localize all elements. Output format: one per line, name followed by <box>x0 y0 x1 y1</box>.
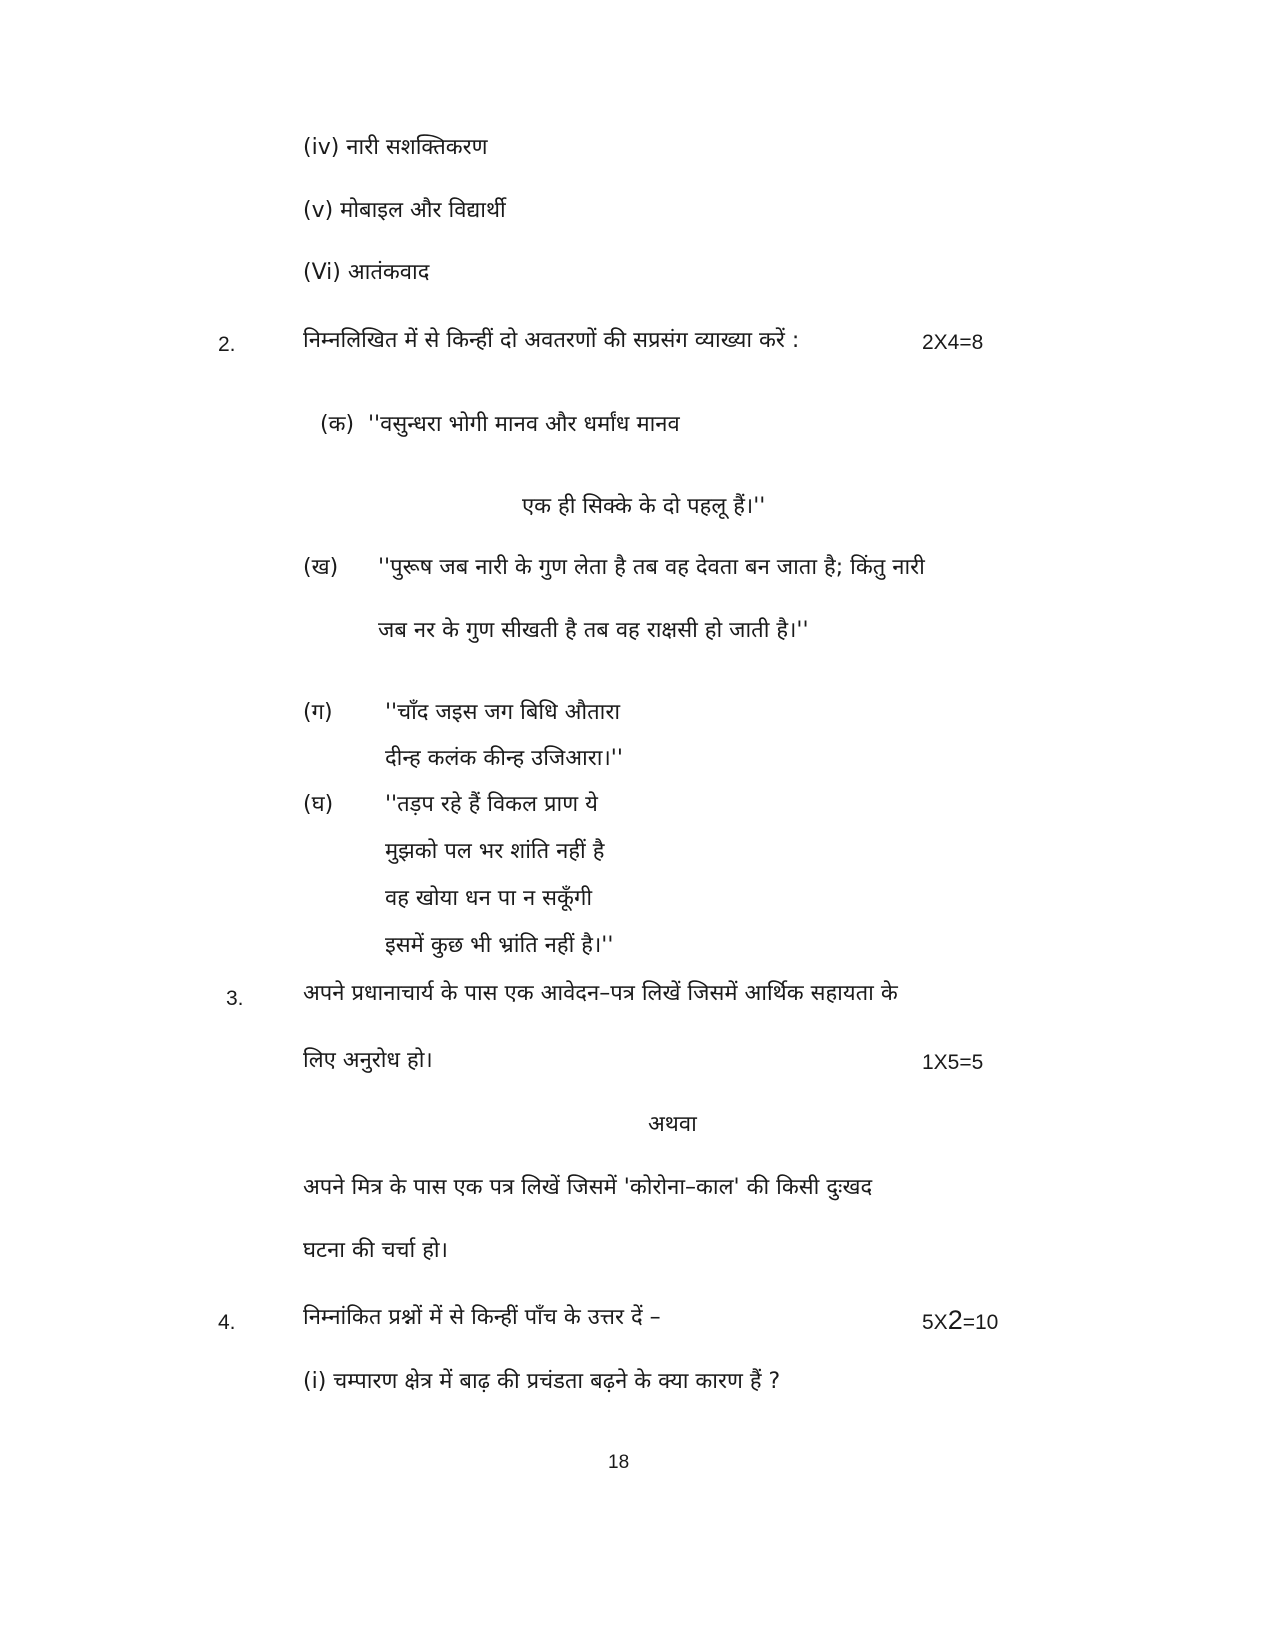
essay-option-vi: (Vi) आतंकवाद <box>303 260 430 285</box>
sub-question: (i) चम्पारण क्षेत्र में बाढ़ की प्रचंडता बढ़ने के क्या कारण हैं ? <box>303 1369 781 1394</box>
marks-label: 2X4=8 <box>922 331 984 354</box>
passage-line: ''चाँद जइस जग बिधि औतारा <box>385 700 621 725</box>
passage-line-text: ''पुरूष जब नारी के गुण लेता है तब वह देवता बन जाता है; किंतु नारी <box>378 555 925 580</box>
passage-line: ''वसुन्धरा भोगी मानव और धर्मांध मानव <box>368 412 680 437</box>
essay-option-v: (v) मोबाइल और विद्यार्थी <box>303 198 506 223</box>
or-label: अथवा <box>648 1112 697 1137</box>
passage-line <box>378 553 1050 583</box>
question-number: 3. <box>226 987 244 1010</box>
passage-label: (ख) <box>303 555 339 580</box>
marks-part: 5X <box>922 1311 948 1334</box>
passage-line: ''तड़प रहे हैं विकल प्राण ये <box>385 792 598 817</box>
question-text: लिए अनुरोध हो। <box>303 1048 433 1073</box>
question-text: घटना की चर्चा हो। <box>303 1238 448 1263</box>
question-text: निम्नांकित प्रश्नों में से किन्हीं पाँच के उत्तर दें – <box>303 1305 661 1330</box>
passage-label: (घ) <box>303 792 334 817</box>
passage-line: एक ही सिक्के के दो पहलू हैं।'' <box>522 494 766 519</box>
question-number: 4. <box>218 1311 236 1334</box>
passage-line: वह खोया धन पा न सकूँगी <box>385 886 593 911</box>
question-number: 2. <box>218 333 236 356</box>
passage-label: (क) <box>320 412 355 437</box>
passage-line: इसमें कुछ भी भ्रांति नहीं है।'' <box>385 933 614 958</box>
passage-line: मुझको पल भर शांति नहीं है <box>385 839 605 864</box>
marks-label: 1X5=5 <box>922 1051 984 1074</box>
essay-option-iv: (iv) नारी सशक्तिकरण <box>303 135 488 160</box>
passage-line: जब नर के गुण सीखती है तब वह राक्षसी हो जाती है।'' <box>378 618 809 643</box>
page-number: 18 <box>608 1452 630 1473</box>
question-text: अपने प्रधानाचार्य के पास एक आवेदन–पत्र लिखें जिसमें आर्थिक सहायता के <box>303 981 898 1006</box>
question-text: अपने मित्र के पास एक पत्र लिखें जिसमें 'कोरोना–काल' की किसी दुःखद <box>303 1175 873 1200</box>
question-text: निम्नलिखित में से किन्हीं दो अवतरणों की सप्रसंग व्याख्या करें : <box>303 328 800 353</box>
passage-label: (ग) <box>303 700 333 725</box>
marks-part: =10 <box>962 1311 999 1334</box>
marks-part: 2 <box>947 1305 963 1335</box>
marks-label <box>922 1305 998 1338</box>
passage-line: दीन्ह कलंक कीन्ह उजिआरा।'' <box>385 746 623 771</box>
